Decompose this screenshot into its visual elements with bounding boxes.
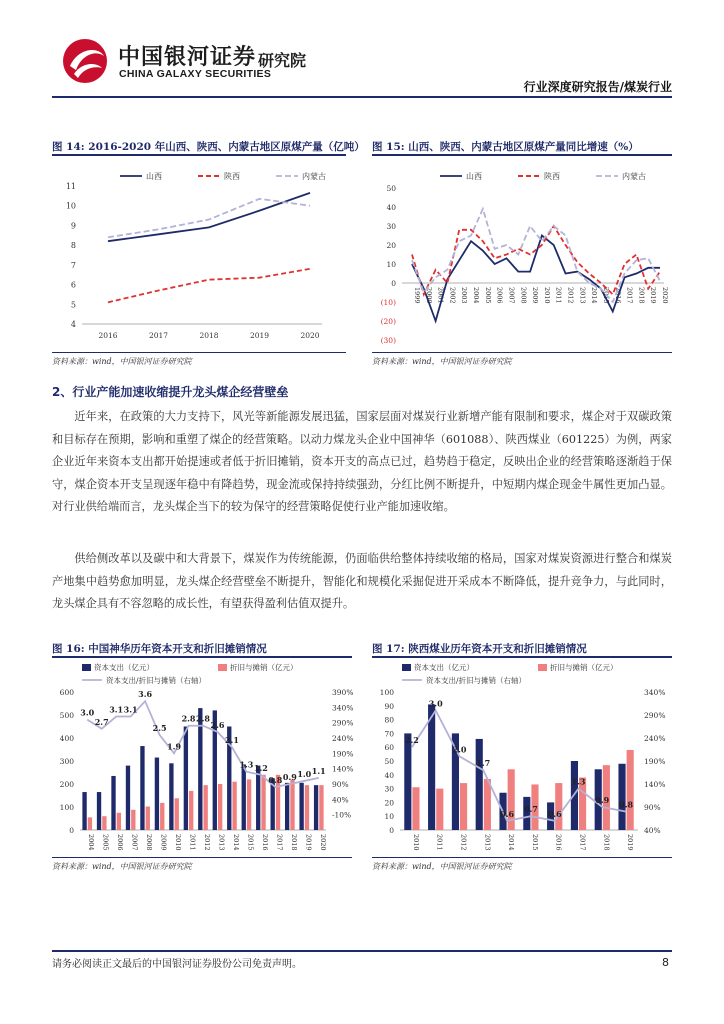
fig16-y2tick: 90%	[332, 780, 349, 789]
fig16-ytick: 300	[59, 757, 74, 766]
fig17-y2tick: 190%	[644, 757, 666, 766]
section-paragraph-2: 供给侧改革以及碳中和大背景下，煤炭作为传统能源，仍面临供给整体持续收缩的格局，国家对煤炭资源进行整合和煤炭产地集中趋势愈加明显，龙头煤企经营壁垒不断提升，智能化和规模化采掘促进开采成本不断降低，提升竞争力，与此同时，龙头煤企具有不容忽略的成长性，有望获得盈利估值双提升。	[52, 552, 672, 610]
fig15-xtick: 2018	[637, 287, 646, 304]
fig15-ytick: 0	[391, 279, 396, 288]
fig17-legend-3-label: 资本支出/折旧与摊销（右轴）	[426, 676, 527, 685]
fig17-ytick: 40	[384, 770, 394, 780]
fig17-legend-1-label: 资本支出（亿元）	[414, 663, 474, 672]
fig17-bar-depreciation	[412, 787, 419, 830]
fig16-ratio-label: 2.1	[224, 735, 239, 746]
fig16-ratio-label: 2.6	[210, 719, 225, 730]
company-name-en: CHINA GALAXY SECURITIES	[119, 68, 272, 80]
fig15-xtick: 2008	[519, 287, 528, 304]
fig17-ratio-label: 1.7	[476, 758, 491, 769]
fig14-source: 资料来源：wind，中国银河证券研究院	[52, 357, 192, 366]
fig16-y2tick: 40%	[332, 795, 349, 805]
fig14-ytick: 8	[70, 241, 76, 251]
fig16-bar-depreciation	[261, 775, 265, 830]
fig16-bar-depreciation	[247, 779, 251, 830]
fig16-bar-capex	[126, 766, 130, 830]
fig17-bar-depreciation	[627, 750, 634, 830]
fig16-ratio-label: 1.0	[297, 768, 312, 779]
fig17-xtick: 2015	[530, 834, 539, 851]
fig15-xtick: 2000	[424, 287, 433, 304]
fig14-legend-1-label: 山西	[146, 172, 162, 181]
fig17-y2tick: 340%	[644, 688, 666, 697]
fig16-bar-capex	[155, 758, 159, 830]
fig16-ratio-label: 2.7	[94, 716, 109, 727]
fig16-xtick: 2004	[87, 834, 96, 851]
fig17-y2tick: 240%	[644, 734, 666, 743]
fig16-ratio-label: 3.1	[109, 704, 124, 715]
fig17-xtick: 2019	[626, 834, 635, 851]
fig15-xtick: 2005	[483, 287, 492, 304]
fig16-ytick: 400	[59, 734, 74, 743]
fig17-title: 图 17: 陕西煤业历年资本开支和折旧摊销情况	[372, 643, 587, 655]
fig16-title-rule	[52, 656, 352, 658]
fig16-bar-depreciation	[319, 785, 323, 830]
fig16-chart	[52, 660, 358, 855]
fig17-ytick: 20	[384, 798, 394, 808]
fig16-xtick: 2011	[188, 834, 197, 851]
fig17-bar-capex	[404, 733, 411, 830]
fig16-y2tick: 390%	[332, 688, 354, 697]
fig14-series-3-line	[108, 199, 310, 237]
fig16-bar-depreciation	[88, 817, 92, 830]
header-rule	[52, 96, 672, 98]
fig16-ytick: 600	[59, 688, 74, 697]
fig15-ytick: 20	[386, 241, 396, 250]
fig16-bar-capex	[82, 792, 86, 830]
fig14-xtick: 2018	[199, 331, 219, 340]
fig16-bar-capex	[242, 764, 246, 830]
fig16-y2tick: 190%	[332, 749, 354, 759]
fig16-bar-depreciation	[204, 785, 208, 830]
unit-name: 研究院	[258, 51, 307, 70]
fig17-bar-depreciation	[484, 779, 491, 830]
fig16-ratio-label: 2.5	[152, 722, 167, 733]
fig16-bar-depreciation	[175, 798, 179, 830]
fig16-ratio-label: 3.1	[123, 704, 138, 715]
fig17-y2tick: 90%	[644, 803, 661, 812]
fig16-bar-capex	[184, 727, 188, 831]
fig17-ytick: 30	[384, 784, 394, 794]
fig17-xtick: 2018	[602, 834, 611, 851]
page-header	[0, 0, 724, 100]
fig15-ytick: (20)	[380, 317, 396, 326]
fig17-legend-1-swatch	[402, 664, 411, 671]
fig16-ratio-label: 1.2	[253, 762, 268, 773]
fig15-source-rule	[372, 352, 672, 353]
fig16-bar-capex	[111, 776, 115, 830]
fig14-ytick: 4	[70, 320, 76, 329]
fig15-legend-2-label: 陕西	[544, 172, 560, 181]
fig15-xtick: 2019	[649, 287, 658, 304]
fig15-source: 资料来源：wind，中国银河证券研究院	[372, 357, 512, 366]
fig15-ytick: 10	[386, 260, 396, 269]
fig14-xtick: 2020	[300, 331, 320, 340]
fig17-xtick: 2013	[483, 834, 492, 851]
fig16-bar-depreciation	[305, 785, 309, 830]
fig16-ytick: 0	[69, 826, 74, 835]
fig16-ratio-label: 0.9	[282, 772, 297, 782]
fig14-title: 图 14: 2016-2020 年山西、陕西、内蒙古地区原煤产量（亿吨）	[52, 141, 365, 153]
fig16-ratio-label: 1.3	[239, 759, 254, 770]
fig15-xtick: 2002	[448, 287, 457, 304]
fig16-xtick: 2015	[246, 834, 255, 851]
fig15-ytick: 50	[386, 184, 396, 193]
fig17-y2tick: 140%	[644, 780, 666, 789]
fig17-ratio-label: 2.2	[404, 735, 419, 746]
fig16-bar-capex	[97, 792, 101, 830]
fig15-xtick: 1999	[413, 287, 421, 304]
fig16-xtick: 2014	[231, 834, 240, 851]
fig14-legend-2-label: 陕西	[224, 172, 240, 181]
fig14-ytick: 9	[70, 221, 76, 231]
fig17-ytick: 100	[379, 688, 394, 697]
fig17-chart	[370, 660, 676, 855]
fig15-ytick: 30	[386, 222, 396, 231]
fig17-xtick: 2011	[435, 834, 444, 851]
fig16-y2tick: 240%	[332, 734, 354, 743]
fig15-ytick: 40	[386, 203, 396, 212]
fig17-xtick: 2012	[459, 834, 468, 851]
fig14-ytick: 7	[70, 260, 76, 270]
fig17-y2tick: 40%	[644, 826, 661, 835]
fig17-source-rule	[372, 857, 672, 858]
page-number: 8	[662, 956, 669, 969]
fig16-bar-capex	[314, 785, 318, 830]
fig16-bar-depreciation	[189, 791, 193, 830]
fig16-title: 图 16: 中国神华历年资本开支和折旧摊销情况	[52, 643, 267, 655]
fig15-legend-1-label: 山西	[466, 172, 482, 181]
fig16-ratio-label: 2.8	[181, 713, 196, 724]
fig16-ratio-label: 1.1	[311, 765, 326, 776]
fig17-legend-2-label: 折旧与摊销（亿元）	[550, 663, 618, 672]
fig16-bar-depreciation	[160, 803, 164, 830]
fig16-xtick: 2010	[174, 834, 183, 851]
fig15-xtick: 2010	[542, 287, 551, 304]
fig15-xtick: 2009	[531, 287, 540, 304]
fig14-ytick: 11	[65, 182, 76, 191]
fig15-xtick: 2012	[566, 287, 575, 304]
fig16-bar-depreciation	[290, 779, 294, 830]
fig17-y2tick: 290%	[644, 711, 666, 720]
fig15-ytick: (30)	[380, 336, 396, 345]
fig17-ytick: 10	[384, 812, 394, 822]
fig16-y2tick: 340%	[332, 703, 354, 713]
fig15-xtick: 2006	[495, 287, 504, 304]
fig14-ytick: 6	[70, 280, 76, 290]
fig15-title-rule	[372, 154, 672, 156]
fig17-ratio-label: 0.6	[500, 808, 515, 819]
fig16-xtick: 2012	[203, 834, 211, 851]
fig17-bar-depreciation	[460, 783, 467, 830]
fig15-xtick: 2011	[554, 287, 563, 304]
fig15-xtick: 2014	[590, 287, 599, 304]
fig15-xtick: 2001	[436, 287, 445, 304]
fig14-source-rule	[52, 352, 346, 353]
fig17-xtick: 2010	[411, 834, 420, 851]
fig17-ratio-label: 0.9	[595, 795, 610, 805]
fig14-xtick: 2019	[249, 331, 270, 340]
fig14-title-rule	[52, 154, 346, 156]
fig14-series-1-line	[108, 193, 310, 241]
fig17-ytick: 0	[389, 826, 394, 835]
fig16-xtick: 2019	[304, 834, 313, 851]
fig16-y2tick: 290%	[332, 718, 354, 728]
fig16-bar-capex	[140, 746, 144, 830]
fig16-ytick: 500	[59, 711, 74, 720]
fig16-bar-depreciation	[131, 810, 135, 830]
fig16-legend-1-label: 资本支出（亿元）	[94, 663, 154, 672]
fig15-xtick: 2004	[472, 287, 481, 304]
fig16-source: 资料来源：wind，中国银河证券研究院	[52, 862, 192, 871]
fig16-xtick: 2017	[275, 834, 284, 851]
fig17-ratio-line	[412, 710, 626, 820]
fig14-ytick: 10	[65, 201, 76, 211]
fig16-legend-1-swatch	[82, 664, 91, 671]
company-name-cn: 中国银河证券	[118, 45, 257, 70]
fig17-ytick: 80	[384, 715, 394, 725]
fig15-xtick: 2015	[601, 287, 610, 304]
fig16-bar-depreciation	[218, 784, 222, 830]
fig15-title: 图 15: 山西、陕西、内蒙古地区原煤产量同比增速（%）	[372, 141, 639, 153]
fig17-ratio-label: 0.6	[547, 808, 562, 819]
footer-disclaimer: 请务必阅读正文最后的中国银河证券股份公司免责声明。	[52, 959, 302, 970]
fig14-chart	[52, 160, 346, 350]
fig16-bar-capex	[299, 783, 303, 830]
fig16-xtick: 2008	[145, 834, 154, 851]
fig15-ytick: (10)	[380, 298, 396, 307]
fig16-bar-depreciation	[102, 816, 106, 830]
fig15-xtick: 2016	[613, 287, 622, 304]
fig16-bar-depreciation	[117, 813, 121, 830]
fig16-ratio-label: 0.8	[268, 775, 283, 786]
fig17-ytick: 60	[384, 743, 394, 753]
fig16-ratio-label: 3.0	[80, 707, 95, 718]
fig17-legend-2-swatch	[538, 664, 547, 671]
fig16-source-rule	[52, 857, 352, 858]
fig16-xtick: 2020	[318, 834, 327, 851]
fig17-xtick: 2014	[507, 834, 516, 851]
fig16-y2tick: -10%	[332, 810, 352, 820]
fig16-xtick: 2013	[217, 834, 226, 851]
fig17-ytick: 90	[384, 701, 394, 711]
fig16-xtick: 2006	[116, 834, 125, 851]
fig16-xtick: 2016	[260, 834, 269, 851]
galaxy-logo-icon	[60, 36, 110, 86]
fig14-ytick: 5	[70, 300, 76, 310]
fig15-legend-3-label: 内蒙古	[622, 172, 646, 181]
fig17-ytick: 70	[384, 729, 394, 739]
section-paragraph-1: 近年来，在政策的大力支持下，风光等新能源发展迅猛，国家层面对煤炭行业新增产能有限制和要求，煤企对于双碳政策和目标存在预期，影响和重塑了煤企的经营策略。以动力煤龙头企业中国神华（601088）、陕西煤业（601225）为例，两家企业近年来资本支出都开始提速或者低于折旧摊销，资本开支的高点已过，趋势趋于稳定，反映出企业的经营策略逐渐趋于保守，煤企资本开支呈现逐年稳中有降趋势，现金流或保持持续强劲，分红比例不断提升，中短期内煤企现金牛属性更加凸显。对行业供给端而言，龙头煤企当下的较为保守的经营策略促使行业产能加速收缩。	[52, 410, 672, 513]
fig17-xtick: 2016	[554, 834, 563, 851]
fig16-legend-2-label: 折旧与摊销（亿元）	[230, 663, 298, 672]
fig14-series-2-line	[108, 269, 310, 303]
fig16-y2tick: 140%	[332, 764, 354, 774]
fig16-ratio-label: 3.6	[138, 689, 153, 700]
fig17-ytick: 50	[384, 757, 394, 766]
fig17-bar-depreciation	[555, 783, 562, 830]
fig16-ytick: 200	[59, 780, 74, 789]
fig15-xtick: 2017	[625, 287, 634, 304]
fig14-xtick: 2016	[98, 331, 118, 340]
fig15-xtick: 2003	[460, 287, 469, 304]
fig16-xtick: 2018	[289, 834, 298, 851]
report-type: 行业深度研究报告/煤炭行业	[523, 80, 672, 94]
fig16-xtick: 2005	[101, 834, 110, 851]
fig16-bar-depreciation	[146, 807, 150, 830]
fig15-xtick: 2013	[578, 287, 587, 304]
fig16-xtick: 2007	[130, 834, 139, 851]
fig16-ytick: 100	[59, 803, 74, 812]
fig17-bar-depreciation	[436, 789, 443, 830]
fig17-bar-capex	[618, 764, 625, 830]
section-heading: 2、行业产能加速收缩提升龙头煤企经营壁垒	[52, 385, 289, 399]
fig17-bar-capex	[428, 704, 435, 830]
fig14-legend-3-label: 内蒙古	[302, 172, 326, 181]
fig17-ratio-label: 1.3	[571, 776, 586, 787]
fig16-legend-2-swatch	[218, 664, 227, 671]
fig16-xtick: 2009	[159, 834, 168, 851]
fig15-xtick: 2007	[507, 287, 516, 304]
fig16-bar-capex	[285, 783, 289, 830]
fig16-legend-3-label: 资本支出/折旧与摊销（右轴）	[106, 676, 207, 685]
fig16-ratio-label: 2.8	[196, 713, 210, 724]
fig17-bar-capex	[476, 739, 483, 830]
fig15-chart	[372, 160, 672, 350]
fig17-ratio-label: 0.8	[619, 799, 634, 810]
fig14-xtick: 2017	[148, 331, 169, 340]
fig17-ratio-label: 2.0	[452, 744, 467, 755]
fig16-bar-depreciation	[232, 782, 236, 830]
fig16-bar-capex	[169, 763, 173, 830]
fig17-ratio-label: 3.0	[428, 698, 443, 709]
fig17-title-rule	[372, 656, 672, 658]
footer-rule	[52, 950, 672, 952]
fig17-xtick: 2017	[578, 834, 587, 851]
fig16-ratio-label: 1.9	[167, 741, 182, 752]
fig15-xtick: 2020	[661, 287, 669, 304]
fig17-source: 资料来源：wind，中国银河证券研究院	[372, 862, 512, 871]
fig17-ratio-label: 0.7	[523, 804, 538, 815]
